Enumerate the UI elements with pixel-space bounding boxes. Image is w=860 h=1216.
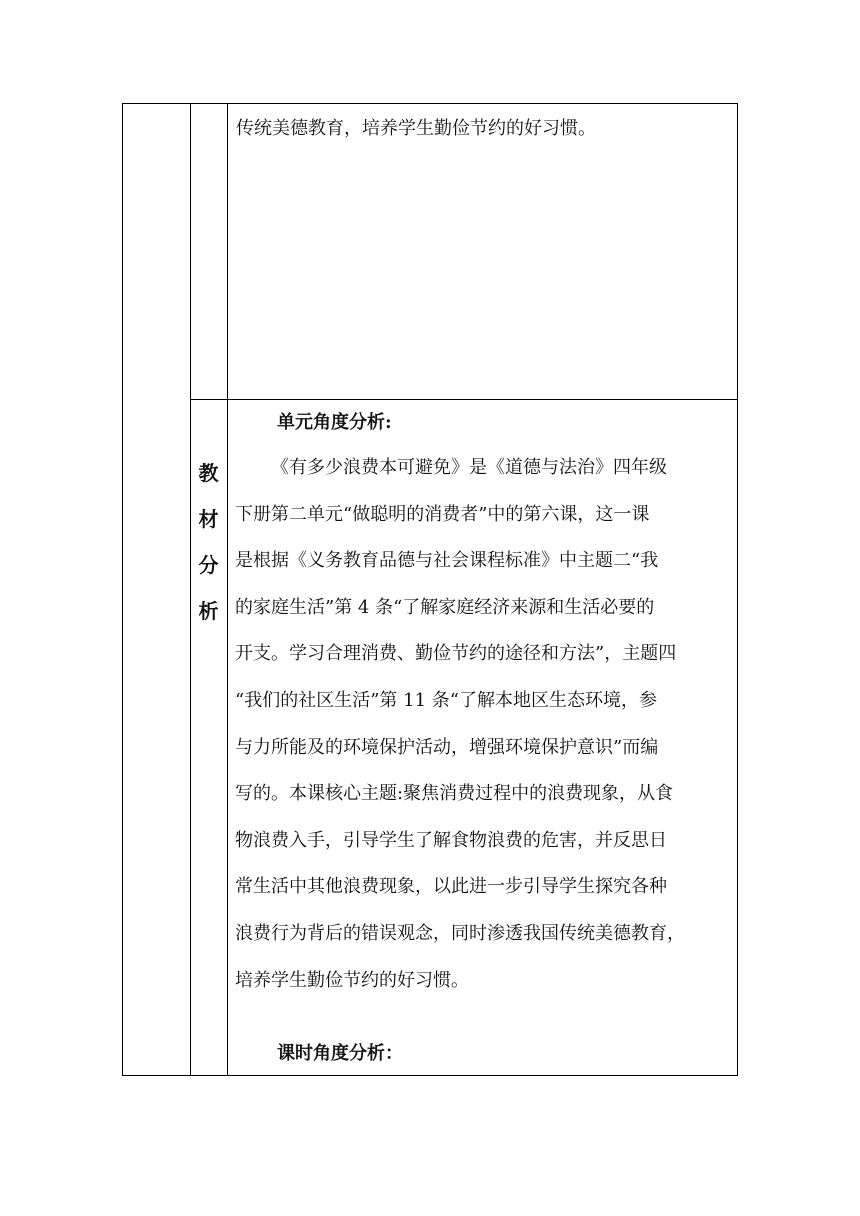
paragraph-line: 下册第二单元“做聪明的消费者”中的第六课，这一课 — [235, 503, 650, 525]
table-column-divider-2 — [227, 104, 228, 1075]
section-label-char: 材 — [198, 507, 219, 531]
unit-analysis-paragraph — [235, 445, 719, 1004]
unit-analysis-heading: 单元角度分析: — [277, 412, 392, 433]
paragraph-line: “我们的社区生活”第 11 条“了解本地区生态环境，参 — [235, 689, 657, 711]
section-label-char: 析 — [198, 599, 219, 623]
top-row-text: 传统美德教育，培养学生勤俭节约的好习惯。 — [236, 118, 596, 139]
paragraph-line: 培养学生勤俭节约的好习惯。 — [235, 969, 469, 991]
paragraph-line: 的家庭生活”第 4 条“了解家庭经济来源和生活必要的 — [235, 596, 655, 618]
lesson-analysis-heading: 课时角度分析： — [277, 1043, 403, 1064]
paragraph-line: 是根据《义务教育品德与社会课程标准》中主题二“我 — [235, 550, 659, 572]
paragraph-line: 与力所能及的环境保护活动，增强环境保护意识”而编 — [235, 736, 659, 758]
paragraph-line: 《有多少浪费本可避免》是《道德与法治》四年级 — [271, 457, 667, 478]
paragraph-line: 开支。学习合理消费、勤俭节约的途径和方法”，主题四 — [235, 643, 677, 665]
paragraph-line: 写的。本课核心主题:聚焦消费过程中的浪费现象，从食 — [235, 783, 674, 805]
paragraph-line: 浪费行为背后的错误观念，同时渗透我国传统美德教育， — [235, 922, 685, 944]
paragraph-line: 物浪费入手，引导学生了解食物浪费的危害，并反思日 — [235, 829, 667, 851]
section-label-char: 教 — [198, 461, 219, 485]
section-label-textbook-analysis — [190, 450, 227, 634]
section-label-char: 分 — [198, 553, 219, 577]
paragraph-line: 常生活中其他浪费现象，以此进一步引导学生探究各种 — [235, 876, 667, 898]
table-row-divider — [190, 399, 737, 400]
